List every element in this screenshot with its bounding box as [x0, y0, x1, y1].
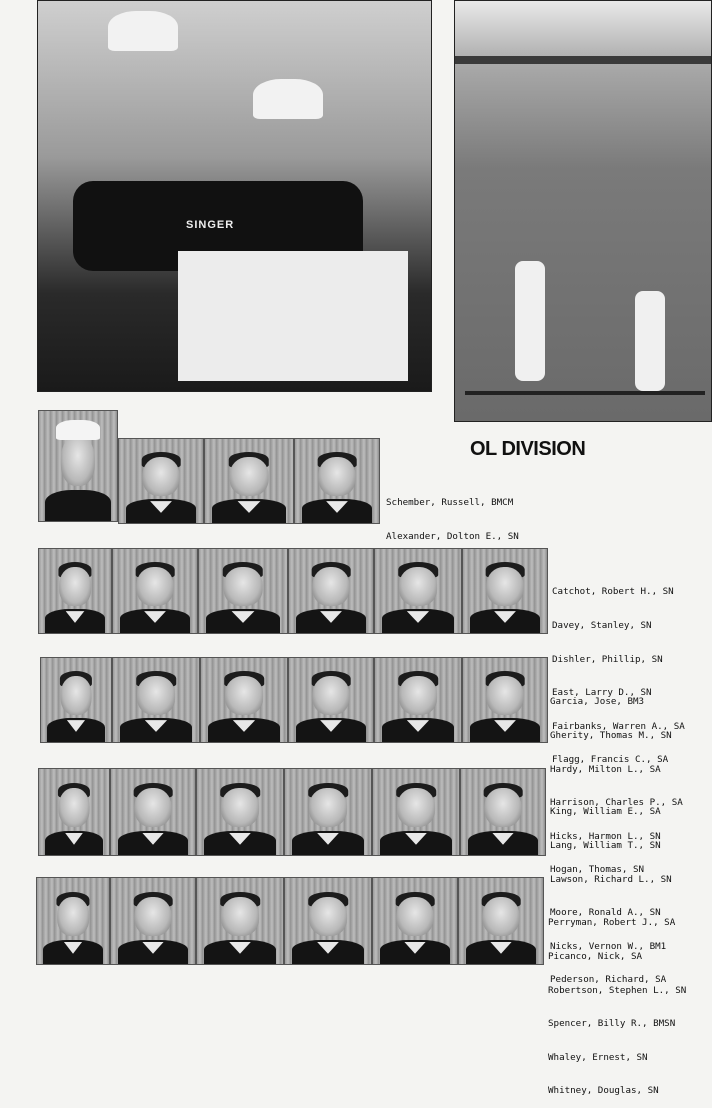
- name-entry: Lang, William T., SN: [550, 840, 661, 852]
- portrait: [196, 877, 284, 965]
- name-entry: Gherity, Thomas M., SN: [550, 730, 672, 742]
- portrait: [204, 438, 294, 524]
- name-entry: Hardy, Milton L., SA: [550, 763, 661, 775]
- portrait: [198, 548, 288, 634]
- name-entry: Nicks, Vernon W., BM1: [550, 940, 667, 952]
- name-entry: Pederson, Richard, SA: [550, 974, 667, 986]
- name-entry: Schember, Russell, BMCM: [386, 497, 514, 509]
- portrait: [462, 657, 548, 743]
- name-entry: Hogan, Thomas, SN: [550, 864, 645, 876]
- name-entry: Harrison, Charles P., SA: [550, 797, 683, 809]
- photo-sailors-painting-ship: [454, 0, 712, 422]
- portrait: [372, 768, 460, 856]
- portrait: [288, 657, 374, 743]
- portrait: [284, 768, 372, 856]
- portrait: [38, 410, 118, 522]
- name-list-5: [548, 895, 686, 1108]
- name-entry: Catchot, Robert H., SN: [552, 586, 674, 598]
- photo-sewing-sailors: [37, 0, 432, 392]
- portrait: [112, 548, 198, 634]
- name-entry: Flagg, Francis C., SA: [552, 754, 669, 766]
- portrait: [374, 548, 462, 634]
- name-entry: Fairbanks, Warren A., SA: [552, 720, 685, 732]
- portrait: [196, 768, 284, 856]
- name-entry: East, Larry D., SN: [552, 687, 652, 699]
- portrait: [462, 548, 548, 634]
- name-entry: Robertson, Stephen L., SN: [548, 984, 687, 996]
- portrait: [36, 877, 110, 965]
- sewing-machine-label: SINGER: [186, 219, 235, 231]
- name-entry: Garcia, Jose, BM3: [550, 696, 645, 708]
- portrait: [38, 548, 112, 634]
- name-entry: Whaley, Ernest, SN: [548, 1051, 648, 1063]
- section-title: OL DIVISION: [470, 438, 586, 460]
- portrait: [288, 548, 374, 634]
- name-entry: Perryman, Robert J., SA: [548, 917, 676, 929]
- name-entry: Alexander, Dolton E., SN: [386, 531, 519, 543]
- portrait: [110, 877, 196, 965]
- name-entry: Picanco, Nick, SA: [548, 951, 643, 963]
- name-entry: Spencer, Billy R., BMSN: [548, 1018, 676, 1030]
- portrait: [294, 438, 380, 524]
- name-entry: Dishler, Phillip, SN: [552, 653, 663, 665]
- portrait: [118, 438, 204, 524]
- portrait: [38, 768, 110, 856]
- name-entry: Hicks, Harmon L., SN: [550, 830, 661, 842]
- portrait: [284, 877, 372, 965]
- name-entry: Lawson, Richard L., SN: [550, 873, 672, 885]
- name-entry: Whitney, Douglas, SN: [548, 1085, 659, 1097]
- portrait: [112, 657, 200, 743]
- portrait: [374, 657, 462, 743]
- portrait: [110, 768, 196, 856]
- name-entry: Davey, Stanley, SN: [552, 620, 652, 632]
- portrait: [200, 657, 288, 743]
- portrait: [372, 877, 458, 965]
- portrait: [460, 768, 546, 856]
- portrait: [458, 877, 544, 965]
- portrait: [40, 657, 112, 743]
- name-entry: King, William E., SA: [550, 806, 661, 818]
- name-entry: Moore, Ronald A., SN: [550, 907, 661, 919]
